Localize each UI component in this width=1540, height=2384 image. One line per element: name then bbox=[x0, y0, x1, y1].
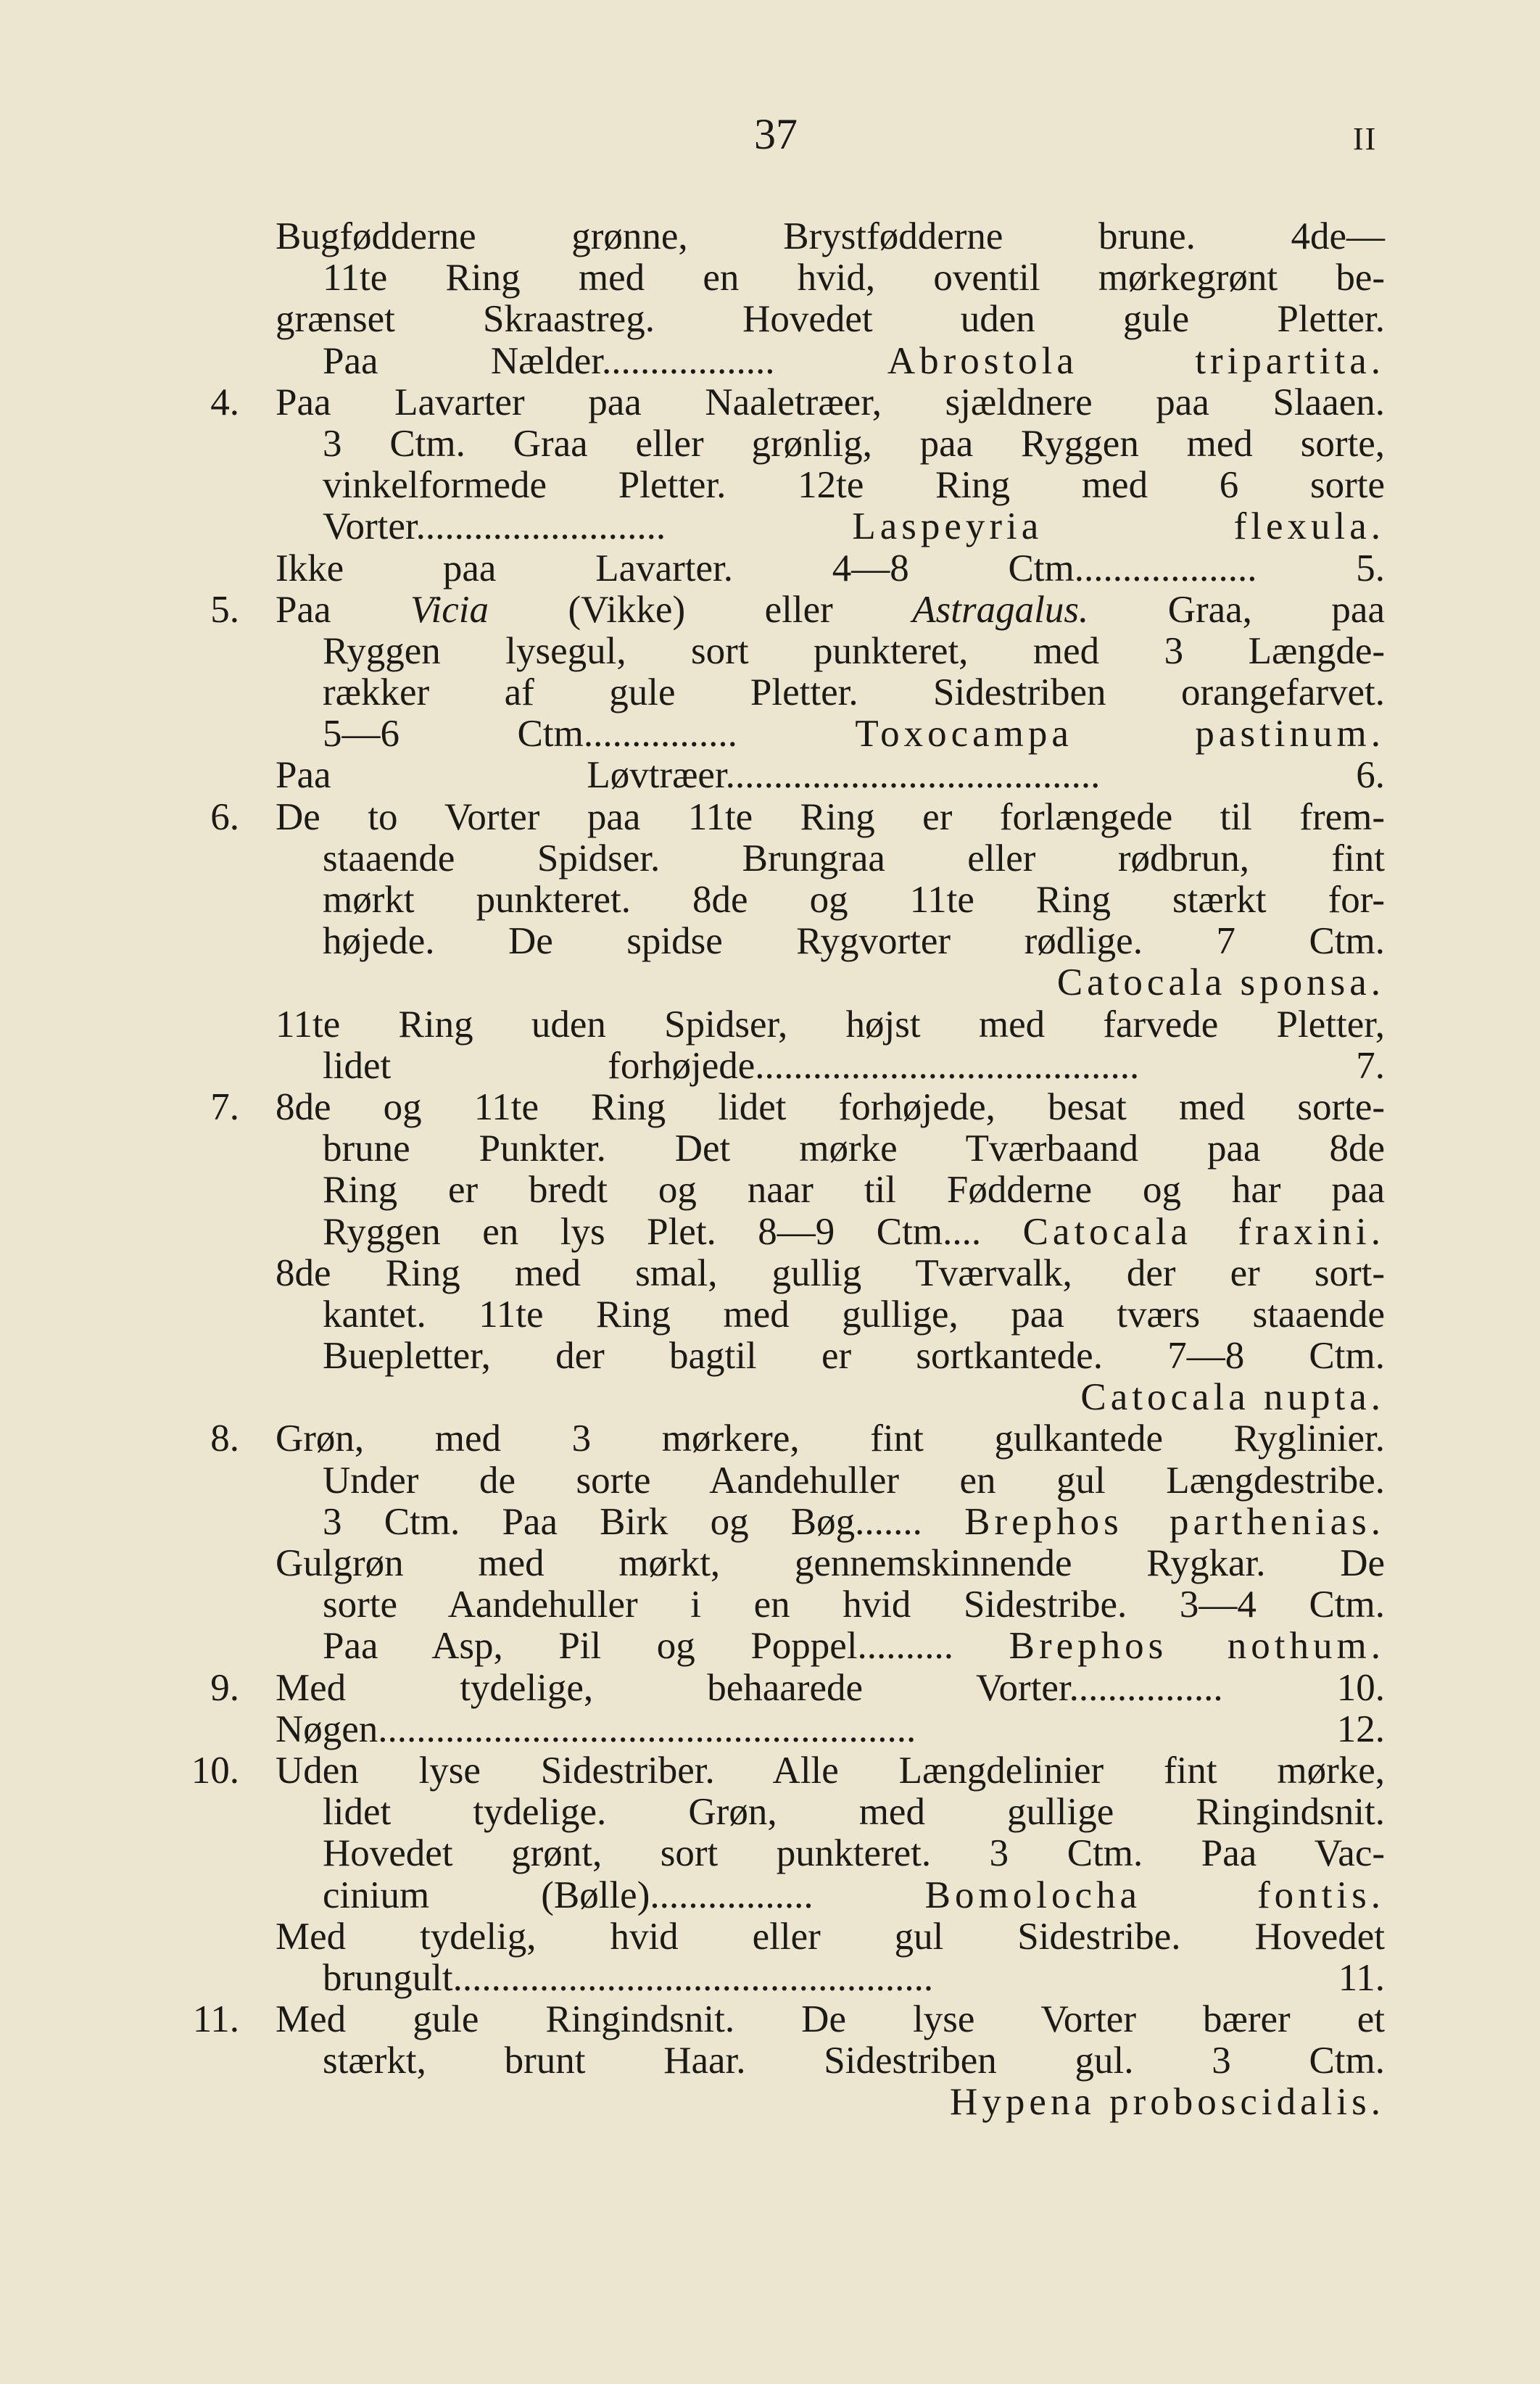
species-name: Bomolocha fontis. bbox=[924, 1874, 1385, 1916]
key-line bbox=[167, 1626, 1385, 1667]
key-line-text: højede. De spidse Rygvorter rødlige. 7 Ctm. bbox=[323, 920, 1385, 963]
key-line-text: Uden lyse Sidestriber. Alle Længdelinier fint mørke, bbox=[276, 1749, 1385, 1792]
key-line bbox=[167, 465, 1385, 506]
key-line-text: kantet. 11te Ring med gullige, paa tværs staaende bbox=[323, 1293, 1385, 1336]
couplet-number: 4. bbox=[210, 381, 239, 423]
key-line-text: Paa Løvtræer....................................... 6. bbox=[276, 754, 1385, 797]
key-line bbox=[167, 1377, 1385, 1418]
couplet-number: 11. bbox=[192, 1998, 239, 2041]
key-line-text: Med tydelige, behaarede Vorter................ 10. bbox=[276, 1666, 1385, 1709]
key-line-text: Ikke paa Lavarter. 4—8 Ctm................... 5. bbox=[276, 547, 1385, 589]
key-line-text: Gulgrøn med mørkt, gennemskinnende Rygkar. De bbox=[276, 1542, 1385, 1584]
key-line bbox=[167, 755, 1385, 796]
key-line-text: 11te Ring med en hvid, oventil mørkegrønt be- bbox=[323, 257, 1385, 299]
key-line bbox=[167, 1502, 1385, 1543]
key-line bbox=[167, 2082, 1385, 2123]
species-name: Laspeyria flexula. bbox=[852, 505, 1385, 548]
key-line bbox=[167, 1004, 1385, 1046]
key-line-text: 8de Ring med smal, gullig Tværvalk, der er sort- bbox=[276, 1251, 1385, 1294]
key-line-text: Grøn, med 3 mørkere, fint gulkantede Ryglinier. bbox=[276, 1417, 1385, 1460]
key-line-text: Paa Lavarter paa Naaletræer, sjældnere paa Slaaen. bbox=[276, 381, 1385, 423]
key-line-text: De to Vorter paa 11te Ring er forlængede til frem- bbox=[276, 795, 1385, 838]
key-line bbox=[167, 1792, 1385, 1833]
species-name: Catocala sponsa. bbox=[1056, 961, 1385, 1004]
key-line bbox=[167, 1875, 1385, 1916]
key-line-text: grænset Skraastreg. Hovedet uden gule Pletter. bbox=[276, 298, 1385, 341]
couplet-number: 5. bbox=[210, 588, 239, 631]
key-line-text: brune Punkter. Det mørke Tværbaand paa 8de bbox=[323, 1127, 1385, 1170]
key-line bbox=[167, 1916, 1385, 1958]
species-name: Toxocampa pastinum. bbox=[855, 713, 1385, 756]
key-line-text: Buepletter, der bagtil er sortkantede. 7—8 Ctm. bbox=[323, 1335, 1385, 1378]
key-line bbox=[167, 1999, 1385, 2040]
key-line-text: Ring er bredt og naar til Fødderne og har paa bbox=[323, 1169, 1385, 1212]
key-line bbox=[167, 589, 1385, 631]
key-line bbox=[167, 1668, 1385, 1709]
key-line-text: Ryggen en lys Plet. 8—9 Ctm.... Catocala fraxini. bbox=[323, 1210, 1385, 1253]
key-text bbox=[167, 216, 1385, 2124]
key-line-text: Vorter.......................... Laspeyria flexula. bbox=[323, 505, 1385, 548]
page-number: 37 bbox=[754, 110, 798, 158]
key-line bbox=[167, 423, 1385, 465]
key-line bbox=[167, 838, 1385, 879]
key-line-text: cinium (Bølle)................. Bomolocha fontis. bbox=[323, 1874, 1385, 1916]
key-line bbox=[167, 797, 1385, 838]
species-name: Catocala nupta. bbox=[1080, 1376, 1385, 1419]
key-line-text: Under de sorte Aandehuller en gul Længdestribe. bbox=[323, 1459, 1385, 1502]
key-line bbox=[167, 1087, 1385, 1128]
species-name: Brephos parthenias. bbox=[964, 1500, 1385, 1543]
key-line-text: 8de og 11te Ring lidet forhøjede, besat med sorte- bbox=[276, 1085, 1385, 1128]
key-line-text: lidet forhøjede........................................ 7. bbox=[323, 1044, 1385, 1087]
couplet-number: 8. bbox=[210, 1417, 239, 1460]
key-line bbox=[167, 1543, 1385, 1584]
key-line-text: rækker af gule Pletter. Sidestriben orangefarvet. bbox=[323, 671, 1385, 714]
key-line bbox=[167, 216, 1385, 257]
key-line bbox=[167, 1294, 1385, 1336]
key-line bbox=[167, 713, 1385, 755]
species-name: Catocala fraxini. bbox=[1022, 1210, 1385, 1253]
key-line-text: 3 Ctm. Graa eller grønlig, paa Ryggen med sorte, bbox=[323, 422, 1385, 465]
key-line bbox=[167, 672, 1385, 713]
key-line-text: 11te Ring uden Spidser, højst med farvede Pletter, bbox=[276, 1003, 1385, 1046]
key-line bbox=[167, 2040, 1385, 2082]
key-line-text: Ryggen lysegul, sort punkteret, med 3 Længde- bbox=[323, 629, 1385, 672]
key-line-text: Paa Asp, Pil og Poppel.......... Brephos nothum. bbox=[323, 1625, 1385, 1668]
key-line bbox=[167, 879, 1385, 921]
key-line-text: stærkt, brunt Haar. Sidestriben gul. 3 Ctm. bbox=[323, 2040, 1385, 2082]
couplet-number: 9. bbox=[210, 1666, 239, 1709]
key-line bbox=[167, 1418, 1385, 1460]
key-line-text: brungult.................................................. 11. bbox=[323, 1956, 1385, 1999]
key-line bbox=[167, 1460, 1385, 1502]
key-line-text: Bugfødderne grønne, Brystfødderne brune. 4de— bbox=[276, 215, 1385, 257]
key-line bbox=[167, 1253, 1385, 1294]
species-name: Brephos nothum. bbox=[1009, 1625, 1385, 1668]
key-line bbox=[167, 1170, 1385, 1211]
key-line-text: Nøgen........................................................ 12. bbox=[276, 1708, 1385, 1750]
couplet-number: 6. bbox=[210, 795, 239, 838]
key-line bbox=[167, 341, 1385, 382]
key-line bbox=[167, 1336, 1385, 1377]
key-line-text: mørkt punkteret. 8de og 11te Ring stærkt for- bbox=[323, 879, 1385, 921]
key-line bbox=[167, 382, 1385, 423]
key-line bbox=[167, 1128, 1385, 1170]
key-line-text: sorte Aandehuller i en hvid Sidestribe. 3—4 Ctm. bbox=[323, 1584, 1385, 1626]
key-line bbox=[167, 1750, 1385, 1792]
key-line-text: staaende Spidser. Brungraa eller rødbrun, fint bbox=[323, 837, 1385, 879]
key-line bbox=[167, 1584, 1385, 1626]
key-line bbox=[167, 1958, 1385, 1999]
key-line bbox=[167, 548, 1385, 589]
key-line-text: Paa Nælder.................. Abrostola tripartita. bbox=[323, 339, 1385, 382]
key-line-text: lidet tydelige. Grøn, med gullige Ringindsnit. bbox=[323, 1791, 1385, 1834]
key-line bbox=[167, 299, 1385, 340]
key-line-text: vinkelformede Pletter. 12te Ring med 6 sorte bbox=[323, 464, 1385, 507]
key-line-text: Paa Vicia (Vikke) eller Astragalus. Graa, paa bbox=[276, 588, 1385, 631]
species-name: Abrostola tripartita. bbox=[887, 339, 1385, 382]
key-line bbox=[167, 1833, 1385, 1874]
key-line bbox=[167, 921, 1385, 962]
key-line-text: 5—6 Ctm................ Toxocampa pastinum. bbox=[323, 713, 1385, 756]
couplet-number: 10. bbox=[191, 1749, 239, 1792]
key-line-text: 3 Ctm. Paa Birk og Bøg....... Brephos parthenias. bbox=[323, 1500, 1385, 1543]
key-line bbox=[167, 506, 1385, 547]
key-line bbox=[167, 1212, 1385, 1253]
key-line bbox=[167, 1709, 1385, 1750]
key-line-text: Med tydelig, hvid eller gul Sidestribe. Hovedet bbox=[276, 1915, 1385, 1958]
couplet-number: 7. bbox=[210, 1085, 239, 1128]
key-line-text: Med gule Ringindsnit. De lyse Vorter bærer et bbox=[276, 1998, 1385, 2041]
key-line-text: Hovedet grønt, sort punkteret. 3 Ctm. Paa Vac- bbox=[323, 1832, 1385, 1875]
key-line bbox=[167, 962, 1385, 1003]
species-name: Hypena proboscidalis. bbox=[950, 2081, 1385, 2124]
signature-mark: II bbox=[1353, 121, 1378, 157]
key-line bbox=[167, 631, 1385, 672]
key-line bbox=[167, 1046, 1385, 1087]
key-line bbox=[167, 257, 1385, 299]
